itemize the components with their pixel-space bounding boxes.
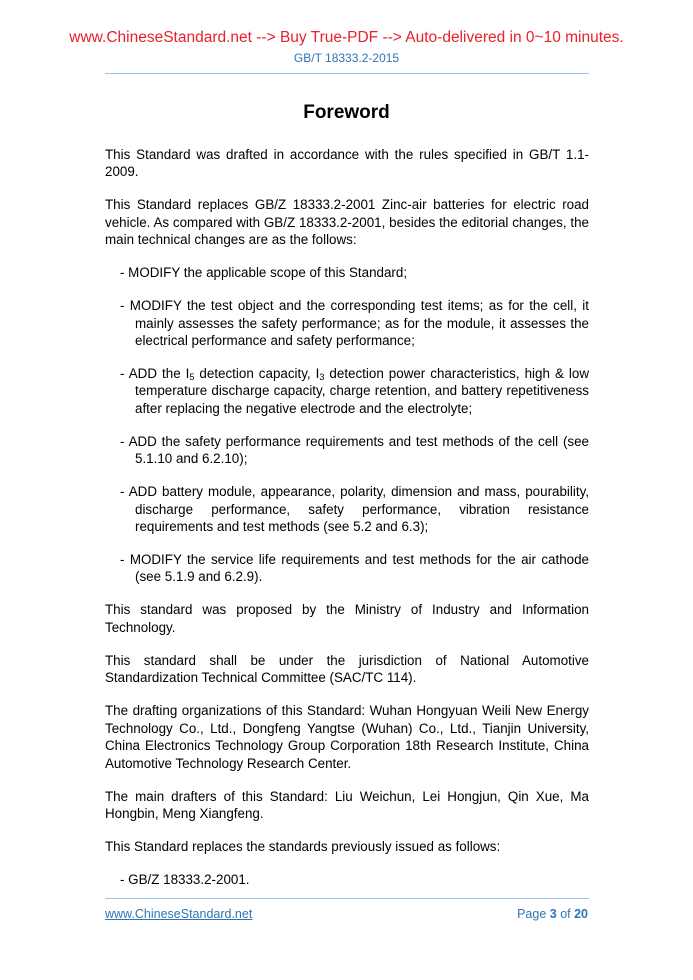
paragraph: This standard was proposed by the Ministry of Industry and Information Technology. bbox=[105, 602, 589, 635]
header-divider bbox=[105, 73, 589, 74]
current-page: 3 bbox=[549, 907, 557, 921]
paragraph: The drafting organizations of this Standard: Wuhan Hongyuan Weili New Energy Technology Co., Ltd., Dongfeng Yangtse (Wuhan) Co., Ltd., Tianjin University, China Electronics Technology Group Corporation 18th Research Institute, China Automotive Technology Research Center. bbox=[105, 703, 589, 771]
list-item: - MODIFY the applicable scope of this Standard; bbox=[120, 265, 408, 281]
foreword-body bbox=[105, 146, 589, 904]
of-label: of bbox=[556, 907, 575, 921]
text: - ADD the I bbox=[120, 366, 190, 382]
list-item: - ADD battery module, appearance, polarity, dimension and mass, pourability, discharge performance, safety performance, vibration resistance requirements and test methods (see 5.2 and 6.3); bbox=[120, 484, 589, 535]
list-item: - GB/Z 18333.2-2001. bbox=[120, 871, 250, 887]
text: detection power characteristics, high & low temperature discharge capacity, charge retention, and battery repetitiveness after replacing the negative electrode and the electrolyte; bbox=[135, 366, 589, 416]
list-item bbox=[105, 365, 589, 417]
text: detection capacity, I bbox=[194, 366, 320, 382]
footer-divider bbox=[105, 898, 589, 899]
paragraph: This Standard replaces the standards previously issued as follows: bbox=[105, 838, 501, 854]
standard-code: GB/T 18333.2-2015 bbox=[293, 51, 400, 65]
paragraph: The main drafters of this Standard: Liu Weichun, Lei Hongjun, Qin Xue, Ma Hongbin, Meng Xiangfeng. bbox=[105, 788, 589, 821]
page-label: Page bbox=[517, 907, 550, 921]
list-item: - MODIFY the test object and the corresponding test items; as for the cell, it mainly assesses the safety performance; as for the module, it assesses the electrical performance and safety performance; bbox=[120, 298, 589, 349]
paragraph: This standard shall be under the jurisdiction of National Automotive Standardization Technical Committee (SAC/TC 114). bbox=[105, 652, 589, 686]
page-number bbox=[517, 907, 588, 921]
list-item: - MODIFY the service life requirements and test methods for the air cathode (see 5.1.9 and 6.2.9). bbox=[120, 552, 589, 585]
total-pages: 20 bbox=[574, 907, 588, 921]
footer-link[interactable]: www.ChineseStandard.net bbox=[105, 907, 253, 921]
page-title: Foreword bbox=[303, 102, 390, 123]
list-item: - ADD the safety performance requirements and test methods of the cell (see 5.1.10 and 6.2.10); bbox=[120, 433, 589, 467]
subscript: 3 bbox=[319, 372, 325, 383]
promo-banner[interactable]: www.ChineseStandard.net --> Buy True-PDF --> Auto-delivered in 0~10 minutes. bbox=[69, 29, 624, 46]
paragraph: This Standard was drafted in accordance with the rules specified in GB/T 1.1-2009. bbox=[105, 147, 589, 180]
subscript: 5 bbox=[189, 372, 195, 383]
paragraph: This Standard replaces GB/Z 18333.2-2001 Zinc-air batteries for electric road vehicle. As compared with GB/Z 18333.2-2001, besides the editorial changes, the main technical changes are as the follows: bbox=[105, 197, 589, 248]
